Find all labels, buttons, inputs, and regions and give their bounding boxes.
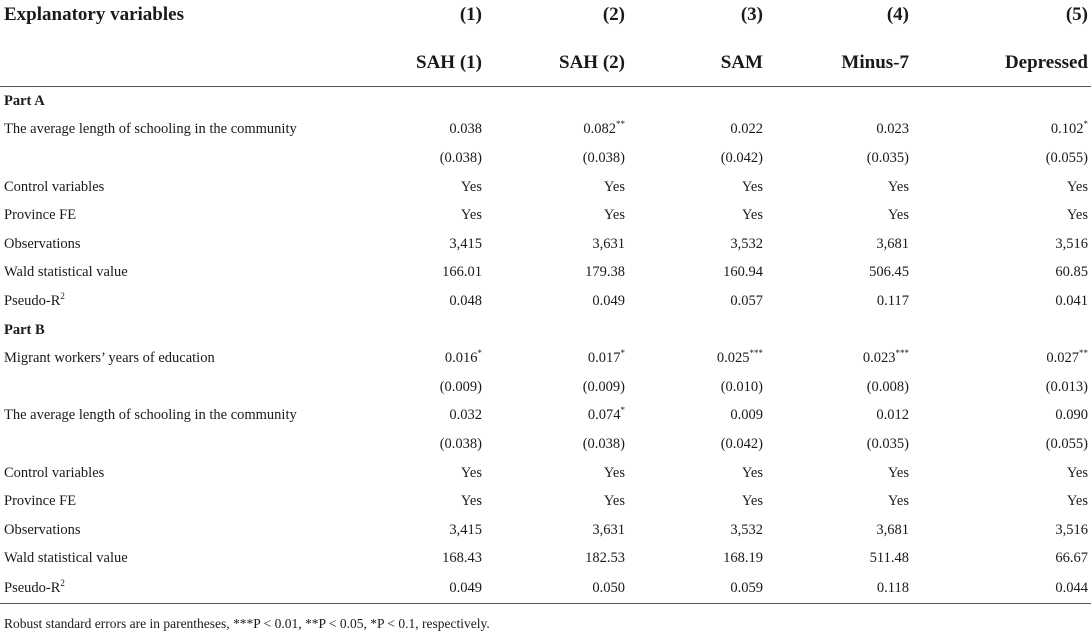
table-row (0, 459, 1091, 488)
cell: 3,415 (449, 521, 482, 538)
col-5-name: Depressed (1004, 52, 1088, 73)
table-row (0, 573, 1091, 604)
cell: (0.038) (582, 149, 625, 166)
part-a-title: Part A (4, 92, 45, 109)
cell: 506.45 (869, 264, 909, 281)
cell: 3,631 (592, 235, 625, 252)
cell: 0.048 (449, 292, 482, 309)
cell: (0.013) (1045, 378, 1088, 395)
cell: 179.38 (585, 264, 625, 281)
col-3-number: (3) (740, 4, 763, 25)
cell: 0.059 (730, 579, 763, 596)
table-row (0, 344, 1091, 373)
cell: Yes (603, 207, 625, 224)
cell: 0.117 (876, 292, 909, 309)
cell: Yes (603, 493, 625, 510)
cell: (0.038) (439, 435, 482, 452)
cell: 3,516 (1055, 521, 1088, 538)
cell: (0.010) (720, 378, 763, 395)
col-5-number: (5) (1065, 4, 1088, 25)
cell: 0.057 (730, 292, 763, 309)
cell: 3,681 (876, 521, 909, 538)
cell: 0.023*** (862, 348, 909, 367)
cell: Yes (887, 493, 909, 510)
cell: (0.009) (439, 378, 482, 395)
cell: Yes (603, 464, 625, 481)
col-2-name: SAH (2) (559, 52, 625, 73)
cell: 0.041 (1055, 292, 1088, 309)
part-a-title-row (0, 87, 1091, 116)
cell: (0.055) (1045, 149, 1088, 166)
cell: 3,532 (730, 235, 763, 252)
cell: Yes (603, 178, 625, 195)
table-row (0, 116, 1091, 145)
cell: 3,415 (449, 235, 482, 252)
row-label: Pseudo-$R^2$ (4, 577, 65, 596)
cell: Yes (741, 493, 763, 510)
col-4-name: Minus-7 (841, 52, 909, 73)
table-row (0, 373, 1091, 402)
row-label: Control variables (4, 178, 105, 195)
cell: Yes (887, 207, 909, 224)
cell: (0.038) (439, 149, 482, 166)
table-row (0, 430, 1091, 459)
cell: Yes (741, 207, 763, 224)
cell: 0.074* (587, 405, 625, 424)
cell: 0.090 (1055, 407, 1088, 424)
cell: 0.016* (444, 348, 482, 367)
row-label: Observations (4, 521, 81, 538)
cell: (0.055) (1045, 435, 1088, 452)
cell: 3,516 (1055, 235, 1088, 252)
table-row (0, 259, 1091, 288)
row-label: Control variables (4, 464, 105, 481)
cell: 0.022 (730, 121, 763, 138)
cell: (0.008) (866, 378, 909, 395)
cell: 182.53 (585, 550, 625, 567)
table-footnote: Robust standard errors are in parentheses, ***P < 0.01, **P < 0.05, *P < 0.1, respectively. (4, 616, 490, 631)
cell: (0.035) (866, 149, 909, 166)
row-label: Migrant workers’ years of education (4, 350, 215, 367)
cell: Yes (1066, 178, 1088, 195)
cell: (0.042) (720, 435, 763, 452)
part-b-title-row (0, 316, 1091, 345)
cell: 0.038 (449, 121, 482, 138)
cell: 168.43 (442, 550, 482, 567)
cell: 0.027** (1046, 348, 1088, 367)
cell: Yes (741, 178, 763, 195)
col-1-name: SAH (1) (416, 52, 482, 73)
row-label: Observations (4, 235, 81, 252)
cell: 166.01 (442, 264, 482, 281)
cell: 0.009 (730, 407, 763, 424)
cell: (0.038) (582, 435, 625, 452)
table-row (0, 402, 1091, 431)
header-row-names (0, 40, 1091, 87)
cell: 511.48 (869, 550, 909, 567)
cell: Yes (1066, 207, 1088, 224)
row-label: Province FE (4, 207, 77, 224)
cell: (0.035) (866, 435, 909, 452)
cell: Yes (887, 178, 909, 195)
cell: 0.032 (449, 407, 482, 424)
cell: (0.042) (720, 149, 763, 166)
cell: Yes (741, 464, 763, 481)
cell: 3,681 (876, 235, 909, 252)
cell: 168.19 (723, 550, 763, 567)
row-label: The average length of schooling in the community (4, 407, 297, 424)
cell: 0.044 (1055, 579, 1088, 596)
cell: 3,532 (730, 521, 763, 538)
table-row (0, 287, 1091, 316)
row-label: The average length of schooling in the community (4, 121, 297, 138)
cell: 0.118 (876, 579, 909, 596)
table-row (0, 545, 1091, 574)
row-label: Province FE (4, 493, 77, 510)
table-row (0, 487, 1091, 516)
cell: 0.050 (592, 579, 625, 596)
cell: 3,631 (592, 521, 625, 538)
row-label: Wald statistical value (4, 264, 128, 281)
header-row-numbers (0, 0, 1091, 40)
cell: Yes (460, 207, 482, 224)
col-1-number: (1) (459, 4, 482, 25)
table-row (0, 173, 1091, 202)
cell: Yes (1066, 464, 1088, 481)
cell: 0.023 (876, 121, 909, 138)
col-3-name: SAM (720, 52, 763, 73)
cell: 0.049 (449, 579, 482, 596)
cell: Yes (460, 493, 482, 510)
cell: (0.009) (582, 378, 625, 395)
table-row (0, 230, 1091, 259)
cell: 0.102* (1050, 119, 1088, 138)
cell: 0.049 (592, 292, 625, 309)
cell: 0.017* (587, 348, 625, 367)
cell: 66.67 (1055, 550, 1088, 567)
table-row (0, 201, 1091, 230)
cell: Yes (1066, 493, 1088, 510)
cell: Yes (460, 464, 482, 481)
col-4-number: (4) (886, 4, 909, 25)
table-row (0, 516, 1091, 545)
row-label: Wald statistical value (4, 550, 128, 567)
cell: 60.85 (1055, 264, 1088, 281)
cell: Yes (887, 464, 909, 481)
part-b-title: Part B (4, 321, 45, 338)
cell: 0.025*** (716, 348, 763, 367)
table-row (0, 144, 1091, 173)
cell: Yes (460, 178, 482, 195)
explanatory-variables-header: Explanatory variables (4, 4, 184, 25)
col-2-number: (2) (602, 4, 625, 25)
row-label: Pseudo-$R^2$ (4, 291, 65, 309)
cell: 0.012 (876, 407, 909, 424)
cell: 160.94 (723, 264, 763, 281)
cell: 0.082** (583, 119, 625, 138)
